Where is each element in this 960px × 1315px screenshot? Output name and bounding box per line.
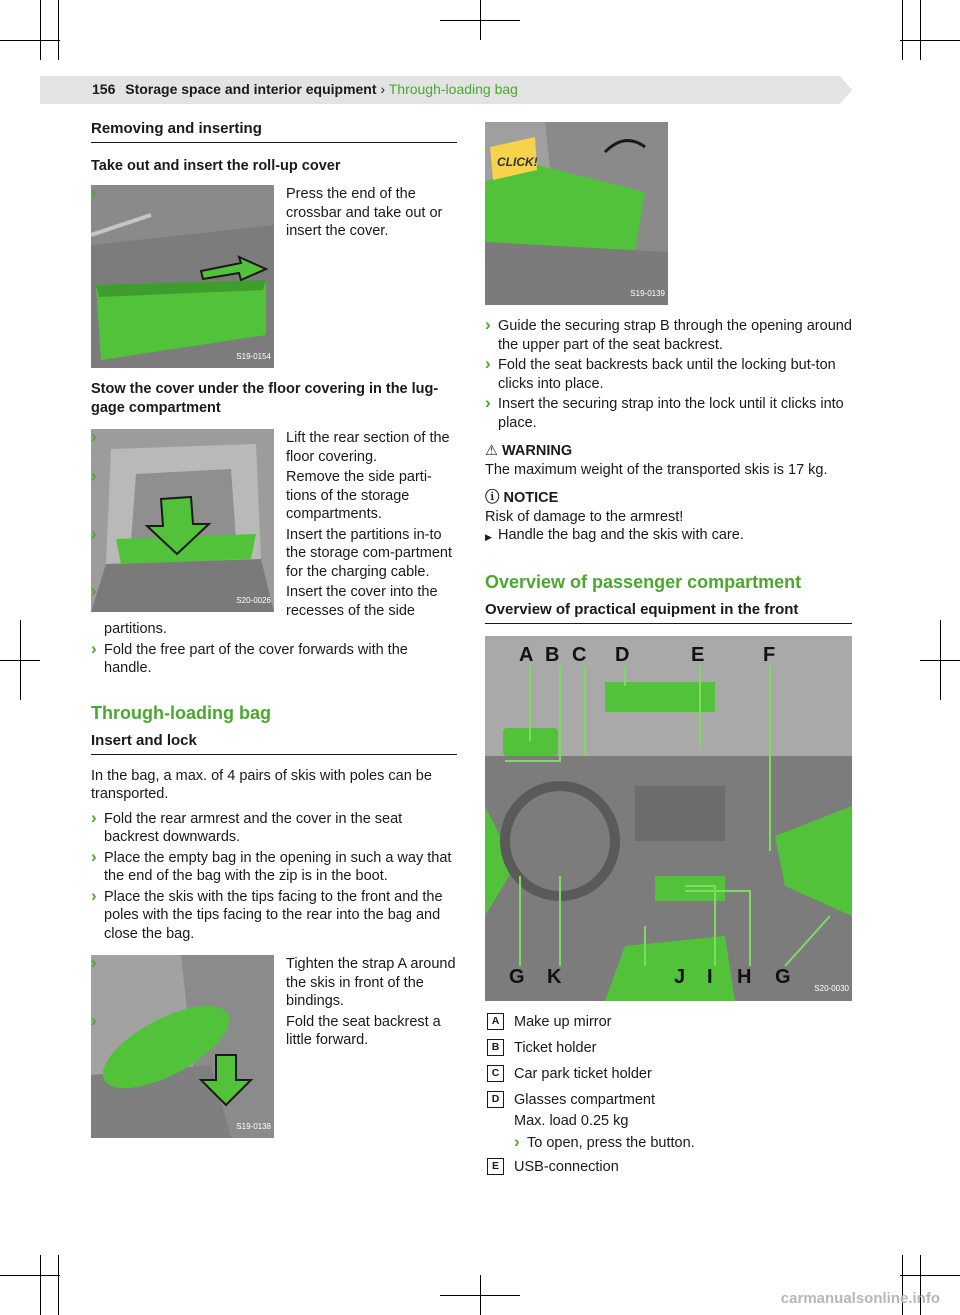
letter-label: J [674, 965, 686, 988]
click-label: CLICK! [497, 155, 538, 169]
footer-logo[interactable]: carmanualsonline.info [780, 1290, 940, 1307]
list-item: › Press the end of the crossbar and take out or insert the cover. [91, 185, 457, 241]
notice-action: ▶ Handle the bag and the skis with care. [485, 526, 852, 545]
notice-icon: ⓘ [485, 490, 500, 506]
legend-key: D [487, 1091, 504, 1108]
figure-id: S20-0030 [814, 984, 849, 993]
crop-mark [480, 0, 481, 40]
list-item: › Place the empty bag in the opening in such a way that the end of the bag with the zip is in the boot. [91, 849, 457, 886]
illustration-securing-strap [485, 122, 668, 305]
list-item: › Insert the securing strap into the lock until it clicks into place. [485, 395, 852, 432]
legend-extra: Max. load 0.25 kg [514, 1113, 629, 1129]
notice-text: Risk of damage to the armrest! [485, 508, 684, 525]
legend-text: Make up mirror [514, 1013, 612, 1030]
crop-mark [902, 0, 903, 60]
letter-label: C [572, 643, 587, 666]
legend-text: Ticket holder [514, 1039, 597, 1056]
letter-label: G [509, 965, 525, 988]
list-item: › Insert the partitions in-to the storage com-partment for the charging cable. [91, 526, 457, 582]
crop-mark [20, 620, 21, 700]
legend-item [485, 1158, 852, 1178]
letter-label: F [763, 643, 776, 666]
list-item: › Fold the seat backrest a little forward. [91, 1013, 457, 1050]
heading-insert-lock: Insert and lock [91, 732, 457, 755]
letter-label: D [615, 643, 630, 666]
crop-mark [58, 1255, 59, 1315]
letter-label: A [519, 643, 534, 666]
crop-mark [0, 1275, 60, 1276]
list-item: › Remove the side parti-tions of the storage compartments. [91, 468, 457, 524]
list-item: › Fold the rear armrest and the cover in the seat backrest downwards. [91, 810, 457, 847]
breadcrumb-separator: › [380, 81, 386, 97]
crop-mark [900, 40, 960, 41]
legend-item [485, 1065, 852, 1085]
legend-item [485, 1039, 852, 1059]
legend-item [485, 1091, 852, 1153]
left-column [91, 120, 457, 1144]
list-item: › Guide the securing strap B through the opening around the upper part of the seat backrest. [485, 317, 852, 354]
legend-key: E [487, 1158, 504, 1175]
letter-label: H [737, 965, 752, 988]
list-item: › Place the skis with the tips facing to the front and the poles with the tips facing to the rear into the bag and close the bag. [91, 888, 457, 944]
warning-header [485, 442, 852, 461]
right-column [485, 120, 852, 1184]
legend-text: Glasses compartment [514, 1091, 656, 1108]
breadcrumb-subsection[interactable]: Through-loading bag [388, 81, 518, 97]
list-item: › Fold the free part of the cover forwards with the handle. [91, 641, 457, 678]
crop-mark [40, 0, 41, 60]
section-title-overview: Overview of passenger compartment [485, 571, 802, 592]
letter-label: E [691, 643, 705, 666]
notice-header [485, 489, 852, 508]
warning-title: WARNING [502, 443, 573, 459]
figure-id: S19-0138 [236, 1121, 271, 1131]
legend-key: A [487, 1013, 504, 1030]
crop-mark [900, 1275, 960, 1276]
legend-text: Car park ticket holder [514, 1065, 652, 1082]
subheading-take-out-cover: Take out and insert the roll-up cover [91, 157, 341, 174]
legend-key: C [487, 1065, 504, 1082]
breadcrumb [92, 81, 518, 97]
warning-text: The maximum weight of the transported skis is 17 kg. [485, 461, 828, 478]
figure-id: S19-0139 [630, 288, 665, 298]
crop-mark [40, 1255, 41, 1315]
section-title-through-loading: Through-loading bag [91, 702, 271, 723]
legend-item [485, 1013, 852, 1033]
letter-label: B [545, 643, 560, 666]
warning-icon: ⚠ [485, 443, 498, 459]
legend-text: USB-connection [514, 1159, 619, 1175]
list-item: › Lift the rear section of the floor covering. [91, 429, 457, 466]
legend-list [485, 1013, 852, 1179]
crop-mark [920, 0, 921, 60]
heading-overview-front: Overview of practical equipment in the front [485, 601, 852, 624]
list-item: › Tighten the strap A around the skis in front of the bindings. [91, 955, 457, 1011]
figure-id: S20-0026 [236, 595, 271, 605]
letter-label: G [775, 965, 791, 988]
illustration-front-interior [485, 636, 852, 1001]
letter-label: K [547, 965, 562, 988]
list-item: › Fold the seat backrests back until the locking but-ton clicks into place. [485, 356, 852, 393]
subheading-stow-cover: Stow the cover under the floor covering in the lug-gage compartment [91, 381, 439, 416]
breadcrumb-section[interactable]: Storage space and interior equipment [125, 81, 377, 97]
paragraph: In the bag, a max. of 4 pairs of skis with poles can be transported. [91, 767, 432, 802]
heading-removing-inserting: Removing and inserting [91, 120, 457, 143]
crop-mark [480, 1275, 481, 1315]
figure-id: S19-0154 [236, 351, 271, 361]
crop-mark [940, 620, 941, 700]
letter-label: I [707, 965, 713, 988]
legend-step: › To open, press the button. [514, 1134, 852, 1153]
page-number: 156 [92, 81, 116, 97]
legend-key: B [487, 1039, 504, 1056]
list-item: › Insert the cover into the recesses of the side partitions. [91, 583, 457, 639]
crop-mark [0, 40, 60, 41]
notice-title: NOTICE [503, 490, 559, 506]
crop-mark [58, 0, 59, 60]
